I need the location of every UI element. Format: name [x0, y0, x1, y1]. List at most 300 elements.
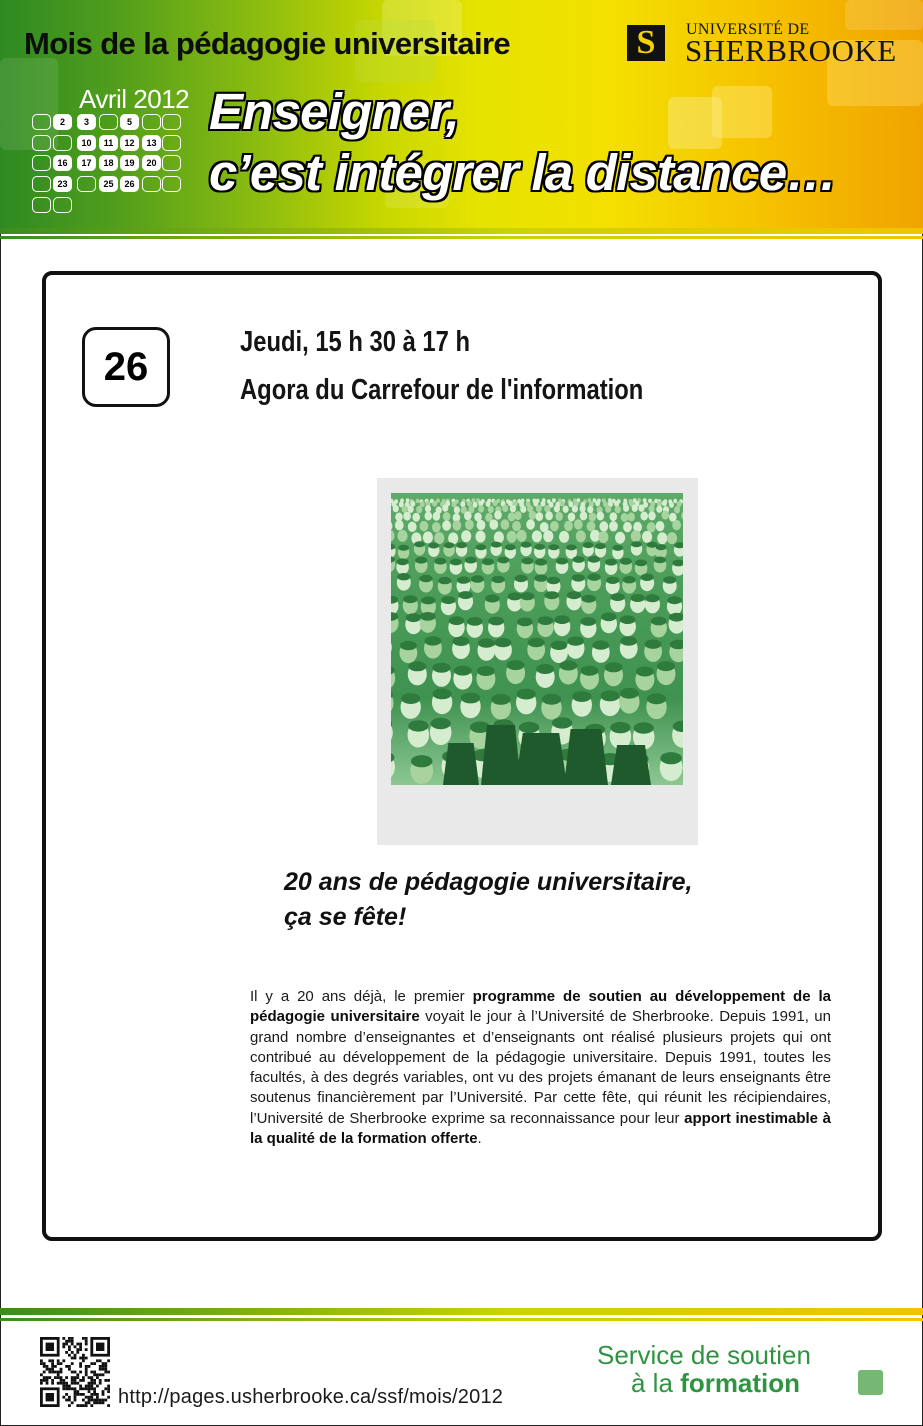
- crowd-face: [416, 506, 422, 513]
- qr-module: [88, 1401, 91, 1404]
- qr-module: [60, 1362, 63, 1365]
- crowd-hair: [542, 694, 561, 705]
- description-emphasis: apport inestimable à la qualité de la formation offerte: [250, 1109, 832, 1148]
- crowd-face: [554, 505, 560, 512]
- qr-module: [85, 1343, 88, 1346]
- crowd-hair: [588, 556, 600, 563]
- qr-module: [93, 1382, 96, 1385]
- crowd-face: [408, 506, 414, 513]
- qr-module: [102, 1393, 105, 1396]
- qr-module: [65, 1382, 68, 1385]
- qr-module: [107, 1387, 110, 1390]
- crowd-hair: [397, 573, 410, 580]
- qr-module: [107, 1359, 110, 1362]
- qr-module: [104, 1399, 107, 1402]
- qr-module: [68, 1365, 71, 1368]
- crowd-face: [408, 522, 417, 532]
- qr-module: [74, 1393, 77, 1396]
- crowd-hair: [520, 592, 534, 600]
- crowd-hair: [492, 576, 505, 583]
- crowd-face: [649, 505, 655, 512]
- crowd-hair: [441, 596, 455, 604]
- qr-module: [82, 1376, 85, 1379]
- qr-module: [102, 1401, 105, 1404]
- crowd-face: [395, 520, 404, 530]
- crowd-hair: [519, 722, 539, 733]
- qr-module: [71, 1343, 74, 1346]
- header-divider: [0, 228, 923, 234]
- qr-module: [107, 1371, 110, 1374]
- crowd-face: [507, 531, 517, 543]
- qr-module: [51, 1379, 54, 1382]
- crowd-hair: [667, 596, 681, 604]
- crowd-hair: [572, 574, 585, 581]
- crowd-hair: [408, 661, 426, 671]
- qr-module: [93, 1399, 96, 1402]
- qr-module: [96, 1376, 99, 1379]
- crowd-face: [514, 511, 522, 520]
- qr-module: [79, 1362, 82, 1365]
- qr-module: [93, 1373, 96, 1376]
- qr-module: [85, 1357, 88, 1360]
- event-day-badge: 26: [82, 327, 170, 407]
- qr-module: [65, 1385, 68, 1388]
- qr-module: [62, 1387, 65, 1390]
- qr-module: [99, 1379, 102, 1382]
- qr-module: [85, 1387, 88, 1390]
- crowd-hair: [505, 544, 516, 550]
- qr-module: [65, 1365, 68, 1368]
- crowd-illustration: [391, 493, 683, 785]
- qr-module: [74, 1345, 77, 1348]
- qr-module: [79, 1343, 82, 1346]
- qr-module: [74, 1390, 77, 1393]
- crowd-face: [545, 511, 553, 520]
- qr-module: [85, 1385, 88, 1388]
- crowd-face: [669, 502, 674, 508]
- qr-module: [71, 1357, 74, 1360]
- qr-module: [88, 1365, 91, 1368]
- crowd-face: [532, 530, 542, 542]
- service-name-line1: Service de soutien: [597, 1340, 811, 1370]
- calendar-day: 13: [142, 135, 161, 151]
- qr-code-icon[interactable]: [40, 1337, 110, 1407]
- crowd-hair: [620, 558, 632, 565]
- crowd-face: [520, 506, 526, 513]
- crowd-hair: [449, 616, 465, 625]
- university-logo-icon: S: [627, 25, 665, 61]
- qr-module: [90, 1387, 93, 1390]
- crowd-face: [425, 512, 433, 521]
- calendar-day: 2: [53, 114, 72, 130]
- crowd-face: [631, 530, 641, 542]
- qr-module: [60, 1379, 63, 1382]
- crowd-hair: [400, 641, 417, 650]
- crowd-hair: [606, 577, 619, 584]
- crowd-face: [638, 504, 644, 511]
- crowd-hair: [611, 593, 625, 601]
- qr-module: [90, 1371, 93, 1374]
- crowd-face: [529, 511, 537, 520]
- crowd-face: [576, 530, 586, 542]
- qr-module: [85, 1368, 88, 1371]
- qr-module: [68, 1404, 71, 1407]
- calendar-month: Avril 2012: [79, 84, 190, 114]
- crowd-hair: [467, 617, 483, 626]
- calendar-cell-empty: [53, 135, 72, 151]
- qr-module: [90, 1399, 93, 1402]
- qr-module: [48, 1376, 51, 1379]
- calendar-day: 11: [99, 135, 118, 151]
- crowd-hair: [517, 689, 536, 700]
- qr-module: [68, 1354, 71, 1357]
- qr-module: [68, 1368, 71, 1371]
- calendar-day: 17: [77, 155, 96, 171]
- crowd-face: [510, 505, 516, 512]
- qr-module: [74, 1396, 77, 1399]
- calendar-day: 19: [120, 155, 139, 171]
- calendar-cell-empty: [162, 176, 181, 192]
- qr-module: [57, 1376, 60, 1379]
- crowd-face: [412, 513, 420, 522]
- qr-module: [102, 1373, 105, 1376]
- decorative-square: [845, 0, 923, 30]
- qr-module: [102, 1368, 105, 1371]
- crowd-hair: [521, 542, 532, 548]
- crowd-face: [391, 521, 393, 531]
- crowd-hair: [536, 664, 554, 674]
- crowd-hair: [635, 560, 647, 567]
- crowd-face: [623, 505, 629, 512]
- crowd-face: [572, 505, 578, 512]
- crowd-hair: [588, 573, 601, 580]
- qr-module: [102, 1399, 105, 1402]
- crowd-hair: [613, 545, 624, 551]
- service-logo-square-icon: [858, 1370, 883, 1395]
- crowd-face: [559, 531, 569, 543]
- qr-module: [74, 1357, 77, 1360]
- qr-module: [79, 1357, 82, 1360]
- crowd-hair: [476, 544, 487, 550]
- qr-module: [96, 1401, 99, 1404]
- crowd-hair: [583, 542, 594, 548]
- qr-module: [85, 1348, 88, 1351]
- crowd-face: [627, 512, 635, 521]
- crowd-face: [517, 530, 527, 542]
- qr-module: [65, 1376, 68, 1379]
- crowd-hair: [572, 691, 591, 702]
- crowd-face: [674, 506, 680, 513]
- qr-module: [68, 1387, 71, 1390]
- calendar-cell-empty: [142, 114, 161, 130]
- qr-module: [93, 1371, 96, 1374]
- crowd-face: [574, 519, 583, 529]
- qr-module: [71, 1379, 74, 1382]
- qr-module: [76, 1373, 79, 1376]
- crowd-hair: [434, 558, 446, 565]
- qr-module: [74, 1376, 77, 1379]
- crowd-hair: [657, 661, 675, 671]
- qr-module: [57, 1359, 60, 1362]
- crowd-hair: [485, 595, 499, 603]
- qr-module: [90, 1382, 93, 1385]
- crowd-face: [464, 511, 472, 520]
- crowd-hair: [507, 660, 525, 670]
- qr-module: [62, 1359, 65, 1362]
- crowd-hair: [453, 637, 470, 646]
- qr-module: [68, 1399, 71, 1402]
- calendar-day: 3: [77, 114, 96, 130]
- crowd-hair: [573, 556, 585, 563]
- qr-module: [99, 1365, 102, 1368]
- qr-module: [82, 1359, 85, 1362]
- header-banner: [0, 0, 923, 228]
- qr-module: [68, 1345, 71, 1348]
- crowd-hair: [421, 596, 435, 604]
- crowd-hair: [582, 595, 596, 603]
- crowd-face: [434, 532, 444, 544]
- qr-module: [93, 1390, 96, 1393]
- qr-module: [74, 1371, 77, 1374]
- crowd-face: [494, 531, 504, 543]
- qr-module: [82, 1357, 85, 1360]
- qr-module: [74, 1382, 77, 1385]
- qr-module: [46, 1382, 49, 1385]
- qr-module: [93, 1393, 96, 1396]
- crowd-face: [488, 506, 494, 513]
- qr-module: [88, 1376, 91, 1379]
- crowd-hair: [631, 541, 642, 547]
- footer-url-link[interactable]: http://pages.usherbrooke.ca/ssf/mois/2012: [118, 1386, 504, 1408]
- qr-module: [65, 1393, 68, 1396]
- qr-module: [90, 1376, 93, 1379]
- qr-module: [65, 1340, 68, 1343]
- crowd-hair: [415, 557, 427, 564]
- qr-module: [62, 1337, 65, 1340]
- crowd-face: [587, 506, 593, 513]
- qr-module: [46, 1379, 49, 1382]
- qr-module: [74, 1387, 77, 1390]
- calendar-cell-empty: [162, 135, 181, 151]
- qr-module: [90, 1379, 93, 1382]
- crowd-face: [662, 511, 670, 520]
- crowd-face: [541, 501, 546, 507]
- qr-module: [107, 1404, 110, 1407]
- qr-module: [107, 1390, 110, 1393]
- crowd-hair: [528, 638, 545, 647]
- crowd-hair: [465, 557, 477, 564]
- crowd-hair: [534, 544, 545, 550]
- crowd-hair: [456, 542, 467, 548]
- calendar-day: 26: [120, 176, 139, 192]
- calendar-day: 10: [77, 135, 96, 151]
- crowd-hair: [581, 617, 597, 626]
- description-segment: voyait le jour à l’Université de Sherbrooke. Depuis 1991, un grand nombre d’enseignantes et d’enseignants ont réalisé plusieurs projets qui ont contribué au développement de la pédagogie universitaire. Depuis 1991, toutes les facultés, à des degrés variables, ont vu des projets émanant de leurs enseignants être soutenus financièrement par l’Université. Par cette fête, qui réunit les récipiendaires, l’Université de Sherbrooke exprime sa reconnaissance pour leur: [250, 1008, 831, 1127]
- crowd-face: [493, 500, 498, 506]
- crowd-face: [598, 531, 608, 543]
- qr-module: [82, 1404, 85, 1407]
- qr-module: [54, 1376, 57, 1379]
- qr-module: [85, 1365, 88, 1368]
- description-segment: .: [477, 1130, 482, 1148]
- qr-module: [85, 1340, 88, 1343]
- qr-module: [76, 1351, 79, 1354]
- crowd-face: [433, 512, 441, 521]
- qr-module: [82, 1387, 85, 1390]
- crowd-hair: [566, 544, 577, 550]
- calendar-cell-empty: [77, 176, 96, 192]
- crowd-face: [647, 522, 656, 532]
- crowd-face: [393, 505, 399, 512]
- crowd-face: [508, 512, 516, 521]
- qr-module: [88, 1399, 91, 1402]
- qr-module: [96, 1359, 99, 1362]
- calendar-day: 5: [120, 114, 139, 130]
- crowd-face: [423, 531, 433, 543]
- qr-module: [79, 1404, 82, 1407]
- crowd-hair: [433, 663, 451, 673]
- crowd-face: [416, 499, 420, 503]
- crowd-face: [642, 531, 652, 543]
- event-description: [250, 987, 831, 1149]
- qr-module: [90, 1404, 93, 1407]
- crowd-hair: [414, 541, 425, 547]
- qr-module: [74, 1354, 77, 1357]
- qr-module: [71, 1376, 74, 1379]
- qr-module: [51, 1359, 54, 1362]
- crowd-face: [560, 501, 565, 507]
- qr-module: [85, 1404, 88, 1407]
- crowd-hair: [620, 636, 637, 645]
- qr-module: [46, 1376, 49, 1379]
- crowd-face: [673, 499, 677, 503]
- crowd-face: [536, 512, 544, 521]
- qr-module: [85, 1337, 88, 1340]
- qr-module: [79, 1345, 82, 1348]
- qr-module: [79, 1371, 82, 1374]
- qr-module: [40, 1382, 43, 1385]
- calendar-cell-empty: [32, 176, 51, 192]
- qr-module: [43, 1376, 46, 1379]
- crowd-face: [564, 521, 573, 531]
- qr-module: [79, 1387, 82, 1390]
- crowd-face: [442, 504, 448, 511]
- qr-module: [65, 1399, 68, 1402]
- qr-module: [62, 1343, 65, 1346]
- qr-module: [48, 1368, 51, 1371]
- crowd-hair: [545, 591, 559, 599]
- qr-module: [48, 1371, 51, 1374]
- qr-module: [104, 1387, 107, 1390]
- qr-module: [54, 1365, 57, 1368]
- crowd-face: [550, 521, 559, 531]
- crowd-hair: [567, 591, 581, 599]
- qr-finder: [96, 1343, 104, 1351]
- crowd-face: [432, 501, 437, 507]
- crowd-hair: [636, 667, 654, 677]
- qr-module: [76, 1348, 79, 1351]
- qr-module: [82, 1393, 85, 1396]
- event-location: Agora du Carrefour de l'information: [240, 374, 644, 406]
- crowd-face: [465, 520, 474, 530]
- crowd-hair: [623, 576, 636, 583]
- crowd-hair: [508, 592, 522, 600]
- crowd-face: [657, 532, 667, 544]
- qr-module: [99, 1359, 102, 1362]
- crowd-hair: [656, 544, 667, 550]
- qr-module: [71, 1351, 74, 1354]
- qr-module: [51, 1362, 54, 1365]
- crowd-face: [662, 500, 667, 506]
- qr-module: [99, 1368, 102, 1371]
- qr-module: [107, 1396, 110, 1399]
- qr-module: [40, 1359, 43, 1362]
- crowd-hair: [634, 722, 654, 733]
- crowd-hair: [605, 662, 623, 672]
- qr-finder: [46, 1343, 54, 1351]
- crowd-face: [672, 520, 681, 530]
- crowd-hair: [477, 666, 495, 676]
- qr-module: [62, 1382, 65, 1385]
- crowd-face: [599, 521, 608, 531]
- crowd-hair: [660, 752, 682, 764]
- qr-module: [71, 1337, 74, 1340]
- crowd-hair: [403, 595, 417, 603]
- crowd-hair: [538, 616, 554, 625]
- qr-module: [79, 1348, 82, 1351]
- crowd-face: [568, 513, 576, 522]
- crowd-hair: [663, 576, 676, 583]
- university-name-line2: SHERBROOKE: [685, 33, 897, 68]
- crowd-hair: [397, 558, 409, 565]
- qr-module: [40, 1362, 43, 1365]
- crowd-hair: [431, 718, 451, 729]
- calendar-day: 23: [53, 176, 72, 192]
- crowd-face: [609, 521, 618, 531]
- qr-module: [99, 1382, 102, 1385]
- qr-module: [46, 1365, 49, 1368]
- crowd-hair: [482, 558, 494, 565]
- qr-module: [43, 1379, 46, 1382]
- crowd-face: [477, 520, 486, 530]
- qr-module: [71, 1401, 74, 1404]
- crowd-hair: [605, 559, 617, 566]
- qr-module: [43, 1371, 46, 1374]
- crowd-hair: [581, 666, 599, 676]
- qr-module: [71, 1387, 74, 1390]
- footer-divider: [0, 1308, 923, 1315]
- qr-module: [104, 1371, 107, 1374]
- qr-module: [57, 1371, 60, 1374]
- qr-module: [90, 1396, 93, 1399]
- crowd-face: [623, 522, 632, 532]
- crowd-hair: [438, 577, 451, 584]
- qr-module: [74, 1399, 77, 1402]
- crowd-face: [543, 530, 553, 542]
- header-divider-thin: [0, 236, 923, 239]
- qr-module: [102, 1362, 105, 1365]
- qr-module: [88, 1390, 91, 1393]
- crowd-face: [681, 511, 683, 520]
- crowd-hair: [620, 615, 636, 624]
- qr-module: [82, 1354, 85, 1357]
- qr-module: [71, 1371, 74, 1374]
- crowd-face: [489, 519, 498, 529]
- crowd-hair: [471, 575, 484, 582]
- calendar-day: 16: [53, 155, 72, 171]
- crowd-figure: [515, 733, 567, 785]
- qr-module: [96, 1393, 99, 1396]
